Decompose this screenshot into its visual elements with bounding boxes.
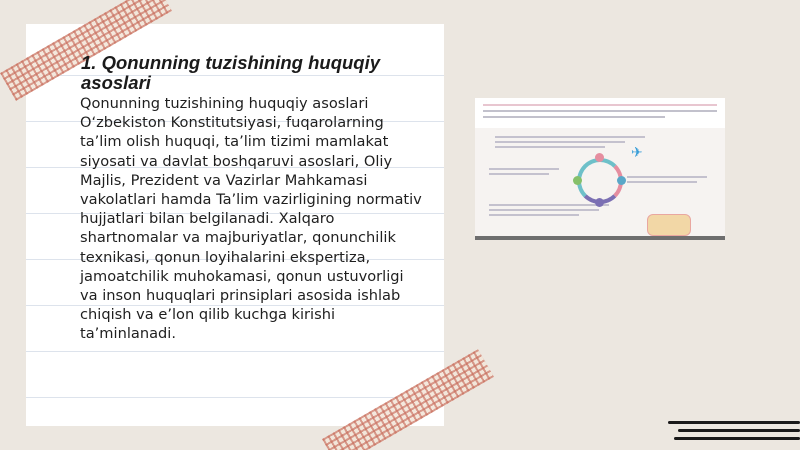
cycle-node [595, 198, 604, 207]
slide-body-text: Qonunning tuzishining huquqiy asoslari O‘zbekiston Konstitutsiyasi, fuqarolarning ta’lim olish huquqi, ta’lim tizimi mamlakat siyosati va davlat boshqaruvi asoslari, Oliy Majlis, Prezident va Vazirlar Mahkamasi vakolatlari hamda Ta’lim vazirligining normativ hujjatlari bilan belgilanadi. Xalqaro shartnomalar va majburiyatlar, qonunchilik texnikasi, qonun loyihalarini ekspertiza, jamoatchilik muhokamasi, qonun ustuvorligi va inson huquqlari prinsiplari asosida ishlab chiqish va e’lon qilib kuchga kirishi ta’minlanadi. [80, 95, 422, 343]
puzzle-icon [647, 214, 691, 236]
slide-title: 1. Qonunning tuzishining huquqiy asoslari [81, 52, 381, 93]
decorative-line [678, 429, 800, 432]
decorative-line [668, 421, 800, 424]
slide-thumbnail-image [475, 98, 725, 240]
thumbnail-bottom-bar [475, 236, 725, 240]
cycle-node [617, 176, 626, 185]
cycle-node [595, 153, 604, 162]
airplane-icon: ✈ [631, 145, 643, 161]
cycle-node [573, 176, 582, 185]
decorative-line [674, 437, 800, 440]
